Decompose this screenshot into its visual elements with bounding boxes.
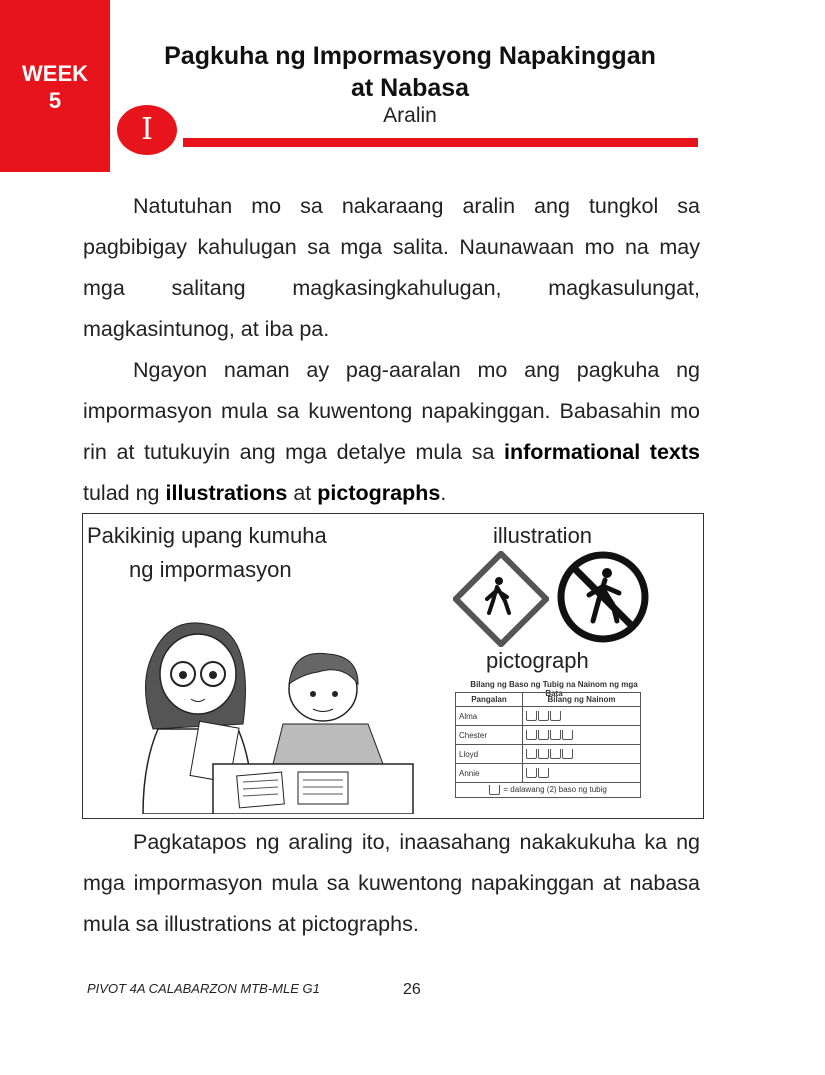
cup-icon — [550, 711, 561, 721]
cup-icon — [538, 730, 549, 740]
pictograph-table — [455, 692, 641, 798]
listening-label-line2: ng impormasyon — [129, 557, 292, 582]
pictograph-cups — [522, 726, 640, 745]
cup-icon — [562, 749, 573, 759]
cup-icon — [538, 768, 549, 778]
intro-end: . — [440, 481, 447, 505]
term-illustrations: illustrations — [165, 481, 288, 505]
pictograph-header-count: Bilang ng Nainom — [522, 693, 640, 707]
page-subtitle: Aralin — [383, 104, 437, 127]
closing-paragraph — [83, 822, 700, 945]
no-pedestrian-sign — [555, 549, 651, 645]
pictograph-cups — [522, 745, 640, 764]
table-row — [456, 745, 641, 764]
illustration-figure — [82, 513, 704, 819]
pictograph-title: Bilang ng Baso ng Tubig na Nainom ng mga Bata — [470, 680, 638, 698]
intro-mid-2: at — [293, 481, 312, 505]
cup-icon — [562, 730, 573, 740]
children-listening-illustration — [113, 614, 423, 814]
page-number: 26 — [403, 981, 421, 998]
cup-icon — [489, 785, 500, 795]
week-label: WEEK — [22, 61, 88, 86]
closing-paragraph-text: Pagkatapos ng araling ito, inaasahang nakakukuha ka ng mga impormasyon mula sa kuwentong napakinggan at nabasa mula sa illustrations at pictographs. — [83, 830, 700, 936]
intro-paragraph-1-text: Natutuhan mo sa nakaraang aralin ang tungkol sa pagbibigay kahulugan sa mga salita. Naunawaan mo na may mga salitang magkasingkahulugan, magkasulungat, magkasintunog, at iba pa. — [83, 194, 700, 341]
cup-icon — [526, 768, 537, 778]
pictograph-name: Lloyd — [456, 745, 523, 764]
table-row — [456, 764, 641, 783]
pictograph-cups — [522, 707, 640, 726]
intro-paragraph-1 — [83, 186, 700, 350]
cup-icon — [538, 749, 549, 759]
pictograph-header-name: Pangalan — [456, 693, 523, 707]
footer-source: PIVOT 4A CALABARZON MTB-MLE G1 — [87, 981, 320, 996]
intro-paragraph-2-text: Ngayon naman ay pag-aaralan mo ang pagkuha ng impormasyon mula sa kuwentong napakinggan. Babasahin mo rin at tutukuyin ang mga detalye mula sa — [83, 358, 700, 464]
term-pictographs: pictographs — [317, 481, 441, 505]
pictograph-name: Alma — [456, 707, 523, 726]
cup-icon — [526, 749, 537, 759]
cup-icon — [526, 711, 537, 721]
table-row — [456, 707, 641, 726]
pictograph-key-text: = dalawang (2) baso ng tubig — [503, 785, 607, 795]
term-informational-texts: informational texts — [504, 440, 700, 464]
cup-icon — [526, 730, 537, 740]
cup-icon — [550, 749, 561, 759]
pictograph-key — [456, 783, 641, 798]
intro-mid-1: tulad ng — [83, 481, 160, 505]
week-number: 5 — [48, 88, 62, 113]
cup-icon — [550, 730, 561, 740]
cup-icon — [538, 711, 549, 721]
pictograph-cups — [522, 764, 640, 783]
listening-label-line1: Pakikinig upang kumuha — [87, 523, 327, 548]
section-letter-badge: I — [117, 105, 177, 155]
pictograph-name: Annie — [456, 764, 523, 783]
pictograph-name: Chester — [456, 726, 523, 745]
table-row — [456, 726, 641, 745]
illustration-label: illustration — [493, 523, 593, 548]
title-divider — [183, 138, 698, 147]
page-title: Pagkuha ng Impormasyong Napakinggan at Nabasa — [164, 42, 656, 102]
week-badge — [0, 0, 110, 172]
intro-paragraph-2 — [83, 350, 700, 514]
pictograph-label: pictograph — [486, 648, 589, 673]
pedestrian-crossing-sign — [453, 551, 549, 647]
